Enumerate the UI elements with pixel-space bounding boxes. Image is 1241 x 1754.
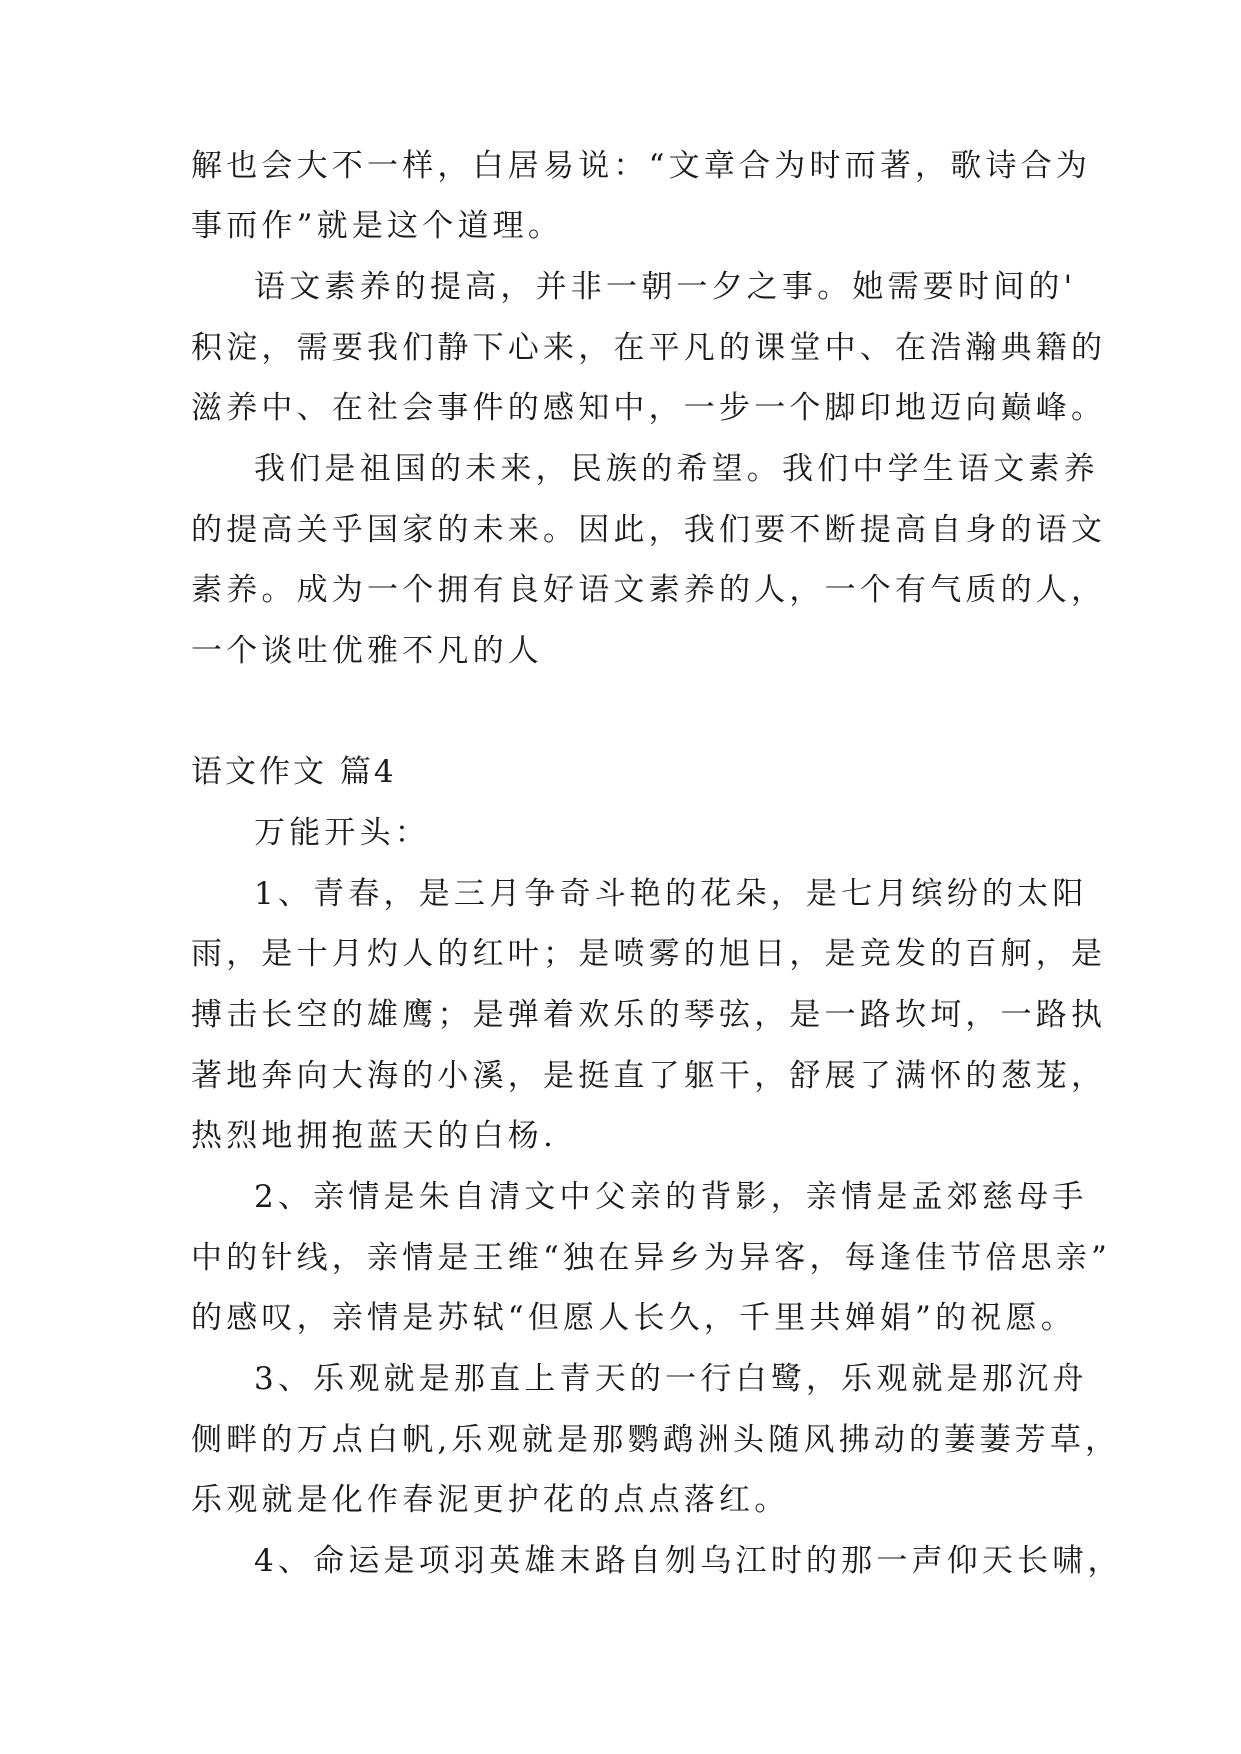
paragraph-line: 滋养中、在社会事件的感知中，一步一个脚印地迈向巅峰。 bbox=[191, 390, 1107, 426]
paragraph-first-line: 1、青春，是三月争奇斗艳的花朵，是七月缤纷的太阳 bbox=[254, 876, 1088, 912]
paragraph-first-line: 我们是祖国的未来，民族的希望。我们中学生语文素养 bbox=[254, 451, 1099, 487]
paragraph-line: 乐观就是化作春泥更护花的点点落红。 bbox=[191, 1482, 790, 1518]
paragraph-line: 侧畔的万点白帆,乐观就是那鹦鹉洲头随风拂动的萋萋芳草， bbox=[191, 1422, 1121, 1458]
paragraph-line: 著地奔向大海的小溪，是挺直了躯干，舒展了满怀的葱茏， bbox=[191, 1058, 1107, 1094]
paragraph-line: 的提高关乎国家的未来。因此，我们要不断提高自身的语文 bbox=[191, 512, 1107, 548]
paragraph-line: 积淀，需要我们静下心来，在平凡的课堂中、在浩瀚典籍的 bbox=[191, 330, 1107, 366]
paragraph-line: 雨，是十月灼人的红叶；是喷雾的旭日，是竞发的百舸，是 bbox=[191, 936, 1107, 972]
paragraph-line: 一个谈吐优雅不凡的人 bbox=[191, 633, 543, 669]
paragraph-first-line: 2、亲情是朱自清文中父亲的背影，亲情是孟郊慈母手 bbox=[254, 1179, 1088, 1215]
paragraph-line: 搏击长空的雄鹰；是弹着欢乐的琴弦，是一路坎坷，一路执 bbox=[191, 997, 1107, 1033]
paragraph-line: 中的针线，亲情是王维“独在异乡为异客，每逢佳节倍思亲” bbox=[191, 1240, 1112, 1276]
paragraph-first-line: 4、命运是项羽英雄末路自刎乌江时的那一声仰天长啸， bbox=[254, 1543, 1123, 1579]
paragraph-line: 事而作”就是这个道理。 bbox=[191, 208, 564, 244]
paragraph-first-line: 语文素养的提高，并非一朝一夕之事。她需要时间的' bbox=[254, 269, 1077, 305]
paragraph-first-line: 3、乐观就是那直上青天的一行白鹭，乐观就是那沉舟 bbox=[254, 1361, 1088, 1397]
section-heading: 语文作文 篇4 bbox=[191, 754, 397, 790]
section-intro: 万能开头： bbox=[254, 815, 430, 851]
paragraph-line: 热烈地拥抱蓝天的白杨. bbox=[191, 1118, 558, 1154]
paragraph-line: 的感叹，亲情是苏轼“但愿人长久，千里共婵娟”的祝愿。 bbox=[191, 1300, 1076, 1336]
paragraph-line: 素养。成为一个拥有良好语文素养的人，一个有气质的人， bbox=[191, 572, 1107, 608]
paragraph-line: 解也会大不一样，白居易说：“文章合为时而著，歌诗合为 bbox=[191, 148, 1092, 184]
